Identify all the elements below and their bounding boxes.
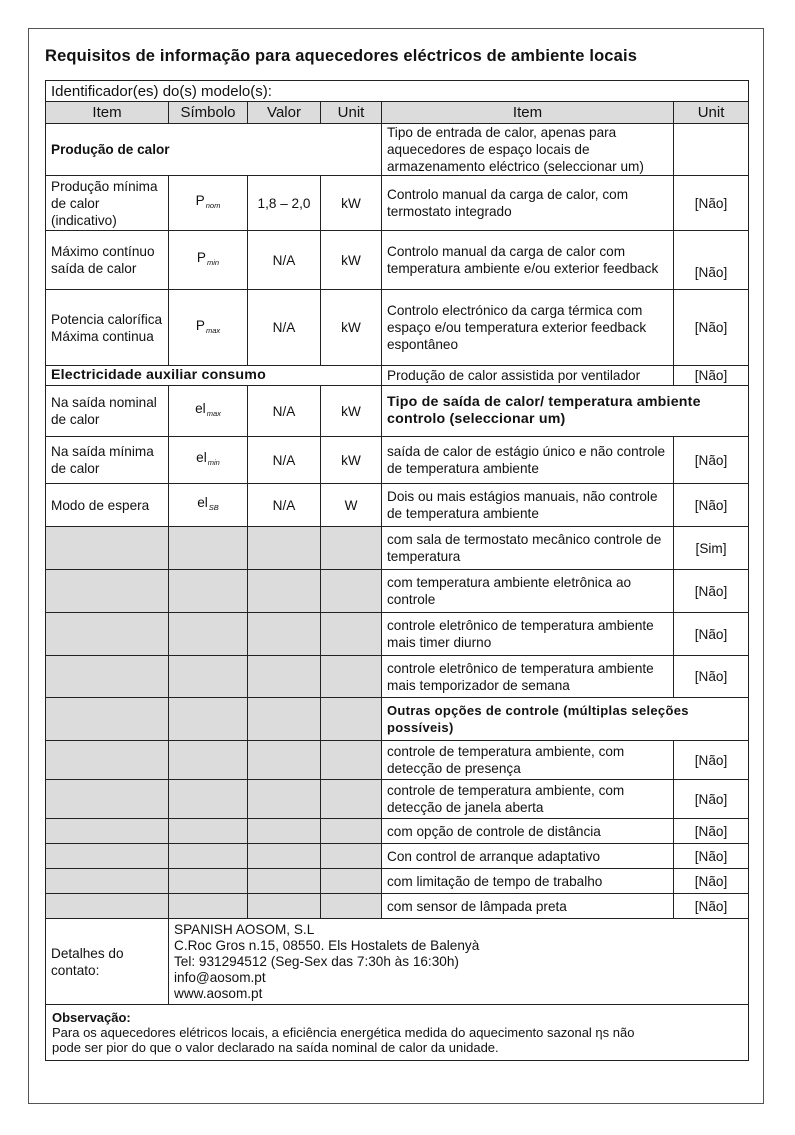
row-item: Na saída mínima de calor <box>46 437 169 484</box>
right-unit: [Não] <box>674 741 749 780</box>
right-item: Controlo manual da carga de calor, com termostato integrado <box>382 176 674 231</box>
table-row <box>46 819 749 844</box>
info-table <box>45 80 749 1061</box>
contact-row <box>46 919 749 1005</box>
table-row <box>46 698 749 741</box>
contact-phone: Tel: 931294512 (Seg-Sex das 7:30h às 16:30h) <box>174 953 459 969</box>
right-unit: [Não] <box>674 231 749 290</box>
right-item: com limitação de tempo de trabalho <box>382 869 674 894</box>
right-unit: [Não] <box>674 290 749 366</box>
right-item: Controlo electrónico da carga térmica com espaço e/ou temperatura exterior feedback espontâneo <box>382 290 674 366</box>
unit-cell: kW <box>321 437 382 484</box>
heat-input-title-unit <box>674 124 749 176</box>
symbol-cell: $el_{max}$ <box>169 386 248 437</box>
table-row <box>46 741 749 780</box>
right-item: Controlo manual da carga de calor com temperatura ambiente e/ou exterior feedback <box>382 231 674 290</box>
contact-email[interactable]: info@aosom.pt <box>174 969 266 985</box>
value-cell: N/A <box>248 386 321 437</box>
right-unit: [Não] <box>674 780 749 819</box>
right-item: com sala de termostato mecânico controle de temperatura <box>382 527 674 570</box>
right-item: controle eletrônico de temperatura ambiente mais timer diurno <box>382 613 674 656</box>
table-row <box>46 780 749 819</box>
unit-cell: W <box>321 484 382 527</box>
right-item: Con control de arranque adaptativo <box>382 844 674 869</box>
right-item: com opção de controle de distância <box>382 819 674 844</box>
row-item: Modo de espera <box>46 484 169 527</box>
value-cell: 1,8 – 2,0 <box>248 176 321 231</box>
right-unit: [Não] <box>674 437 749 484</box>
contact-details <box>169 919 749 1005</box>
right-item: com temperatura ambiente eletrônica ao controle <box>382 570 674 613</box>
header-value: Valor <box>248 102 321 124</box>
unit-cell: kW <box>321 176 382 231</box>
right-unit: [Sim] <box>674 527 749 570</box>
contact-website[interactable]: www.aosom.pt <box>174 985 263 1001</box>
unit-cell: kW <box>321 231 382 290</box>
right-item: saída de calor de estágio único e não controle de temperatura ambiente <box>382 437 674 484</box>
table-row <box>46 437 749 484</box>
right-unit: [Não] <box>674 894 749 919</box>
table-row <box>46 613 749 656</box>
right-unit: [Não] <box>674 869 749 894</box>
row-item: Na saída nominal de calor <box>46 386 169 437</box>
contact-address: C.Roc Gros n.15, 08550. Els Hostalets de Balenyà <box>174 937 480 953</box>
document-title: Requisitos de informação para aquecedores eléctricos de ambiente locais <box>45 47 638 65</box>
right-item: controle de temperatura ambiente, com detecção de janela aberta <box>382 780 674 819</box>
right-unit: [Não] <box>674 656 749 698</box>
right-item: Dois ou mais estágios manuais, não controle de temperatura ambiente <box>382 484 674 527</box>
row-item: Produção mínima de calor (indicativo) <box>46 176 169 231</box>
model-identifier: Identificador(es) do(s) modelo(s): <box>46 81 749 102</box>
symbol-cell: $P_{nom}$ <box>169 176 248 231</box>
table-row <box>46 570 749 613</box>
symbol-cell: $el_{SB}$ <box>169 484 248 527</box>
right-item: controle eletrônico de temperatura ambiente mais temporizador de semana <box>382 656 674 698</box>
value-cell: N/A <box>248 290 321 366</box>
right-item: controle de temperatura ambiente, com detecção de presença <box>382 741 674 780</box>
symbol-cell: $el_{min}$ <box>169 437 248 484</box>
other-options-title: Outras opções de controle (múltiplas seleções possíveis) <box>382 698 749 741</box>
table-row <box>46 844 749 869</box>
symbol-cell: $P_{max}$ <box>169 290 248 366</box>
header-symbol: Símbolo <box>169 102 248 124</box>
table-row <box>46 386 749 437</box>
unit-cell: kW <box>321 386 382 437</box>
row-item: Máximo contínuo saída de calor <box>46 231 169 290</box>
right-item: Produção de calor assistida por ventilador <box>382 366 674 386</box>
value-cell: N/A <box>248 231 321 290</box>
right-unit: [Não] <box>674 819 749 844</box>
note-text-continued: pode ser pior do que o valor declarado na saída nominal de calor da unidade. <box>52 1040 499 1055</box>
right-unit: [Não] <box>674 366 749 386</box>
header-item-right: Item <box>382 102 674 124</box>
table-row <box>46 869 749 894</box>
value-cell: N/A <box>248 437 321 484</box>
table-row <box>46 527 749 570</box>
table-row <box>46 484 749 527</box>
note-cell <box>46 1005 749 1061</box>
right-unit: [Não] <box>674 176 749 231</box>
contact-company: SPANISH AOSOM, S.L <box>174 921 315 937</box>
right-unit: [Não] <box>674 844 749 869</box>
section-aux-electricity: Electricidade auxiliar consumo <box>46 366 382 386</box>
header-unit-right: Unit <box>674 102 749 124</box>
section-heat-output: Produção de calor <box>46 124 382 176</box>
note-text: Para os aquecedores elétricos locais, a eficiência energética medida do aquecimento sazonal ηs não <box>52 1025 635 1040</box>
heat-input-title: Tipo de entrada de calor, apenas para aquecedores de espaço locais de armazenamento eléctrico (seleccionar um) <box>382 124 674 176</box>
symbol-cell: $P_{min}$ <box>169 231 248 290</box>
right-unit: [Não] <box>674 613 749 656</box>
header-item: Item <box>46 102 169 124</box>
row-item: Potencia calorífica Máxima continua <box>46 290 169 366</box>
value-cell: N/A <box>248 484 321 527</box>
contact-label: Detalhes do contato: <box>46 919 169 1005</box>
right-item: com sensor de lâmpada preta <box>382 894 674 919</box>
note-label: Observação: <box>52 1010 131 1025</box>
note-row <box>46 1005 749 1061</box>
right-unit: [Não] <box>674 570 749 613</box>
unit-cell: kW <box>321 290 382 366</box>
table-row <box>46 176 749 231</box>
table-row <box>46 656 749 698</box>
right-unit: [Não] <box>674 484 749 527</box>
control-type-title: Tipo de saída de calor/ temperatura ambiente controlo (seleccionar um) <box>382 386 749 437</box>
table-row <box>46 894 749 919</box>
header-unit: Unit <box>321 102 382 124</box>
table-row <box>46 231 749 290</box>
table-row <box>46 290 749 366</box>
